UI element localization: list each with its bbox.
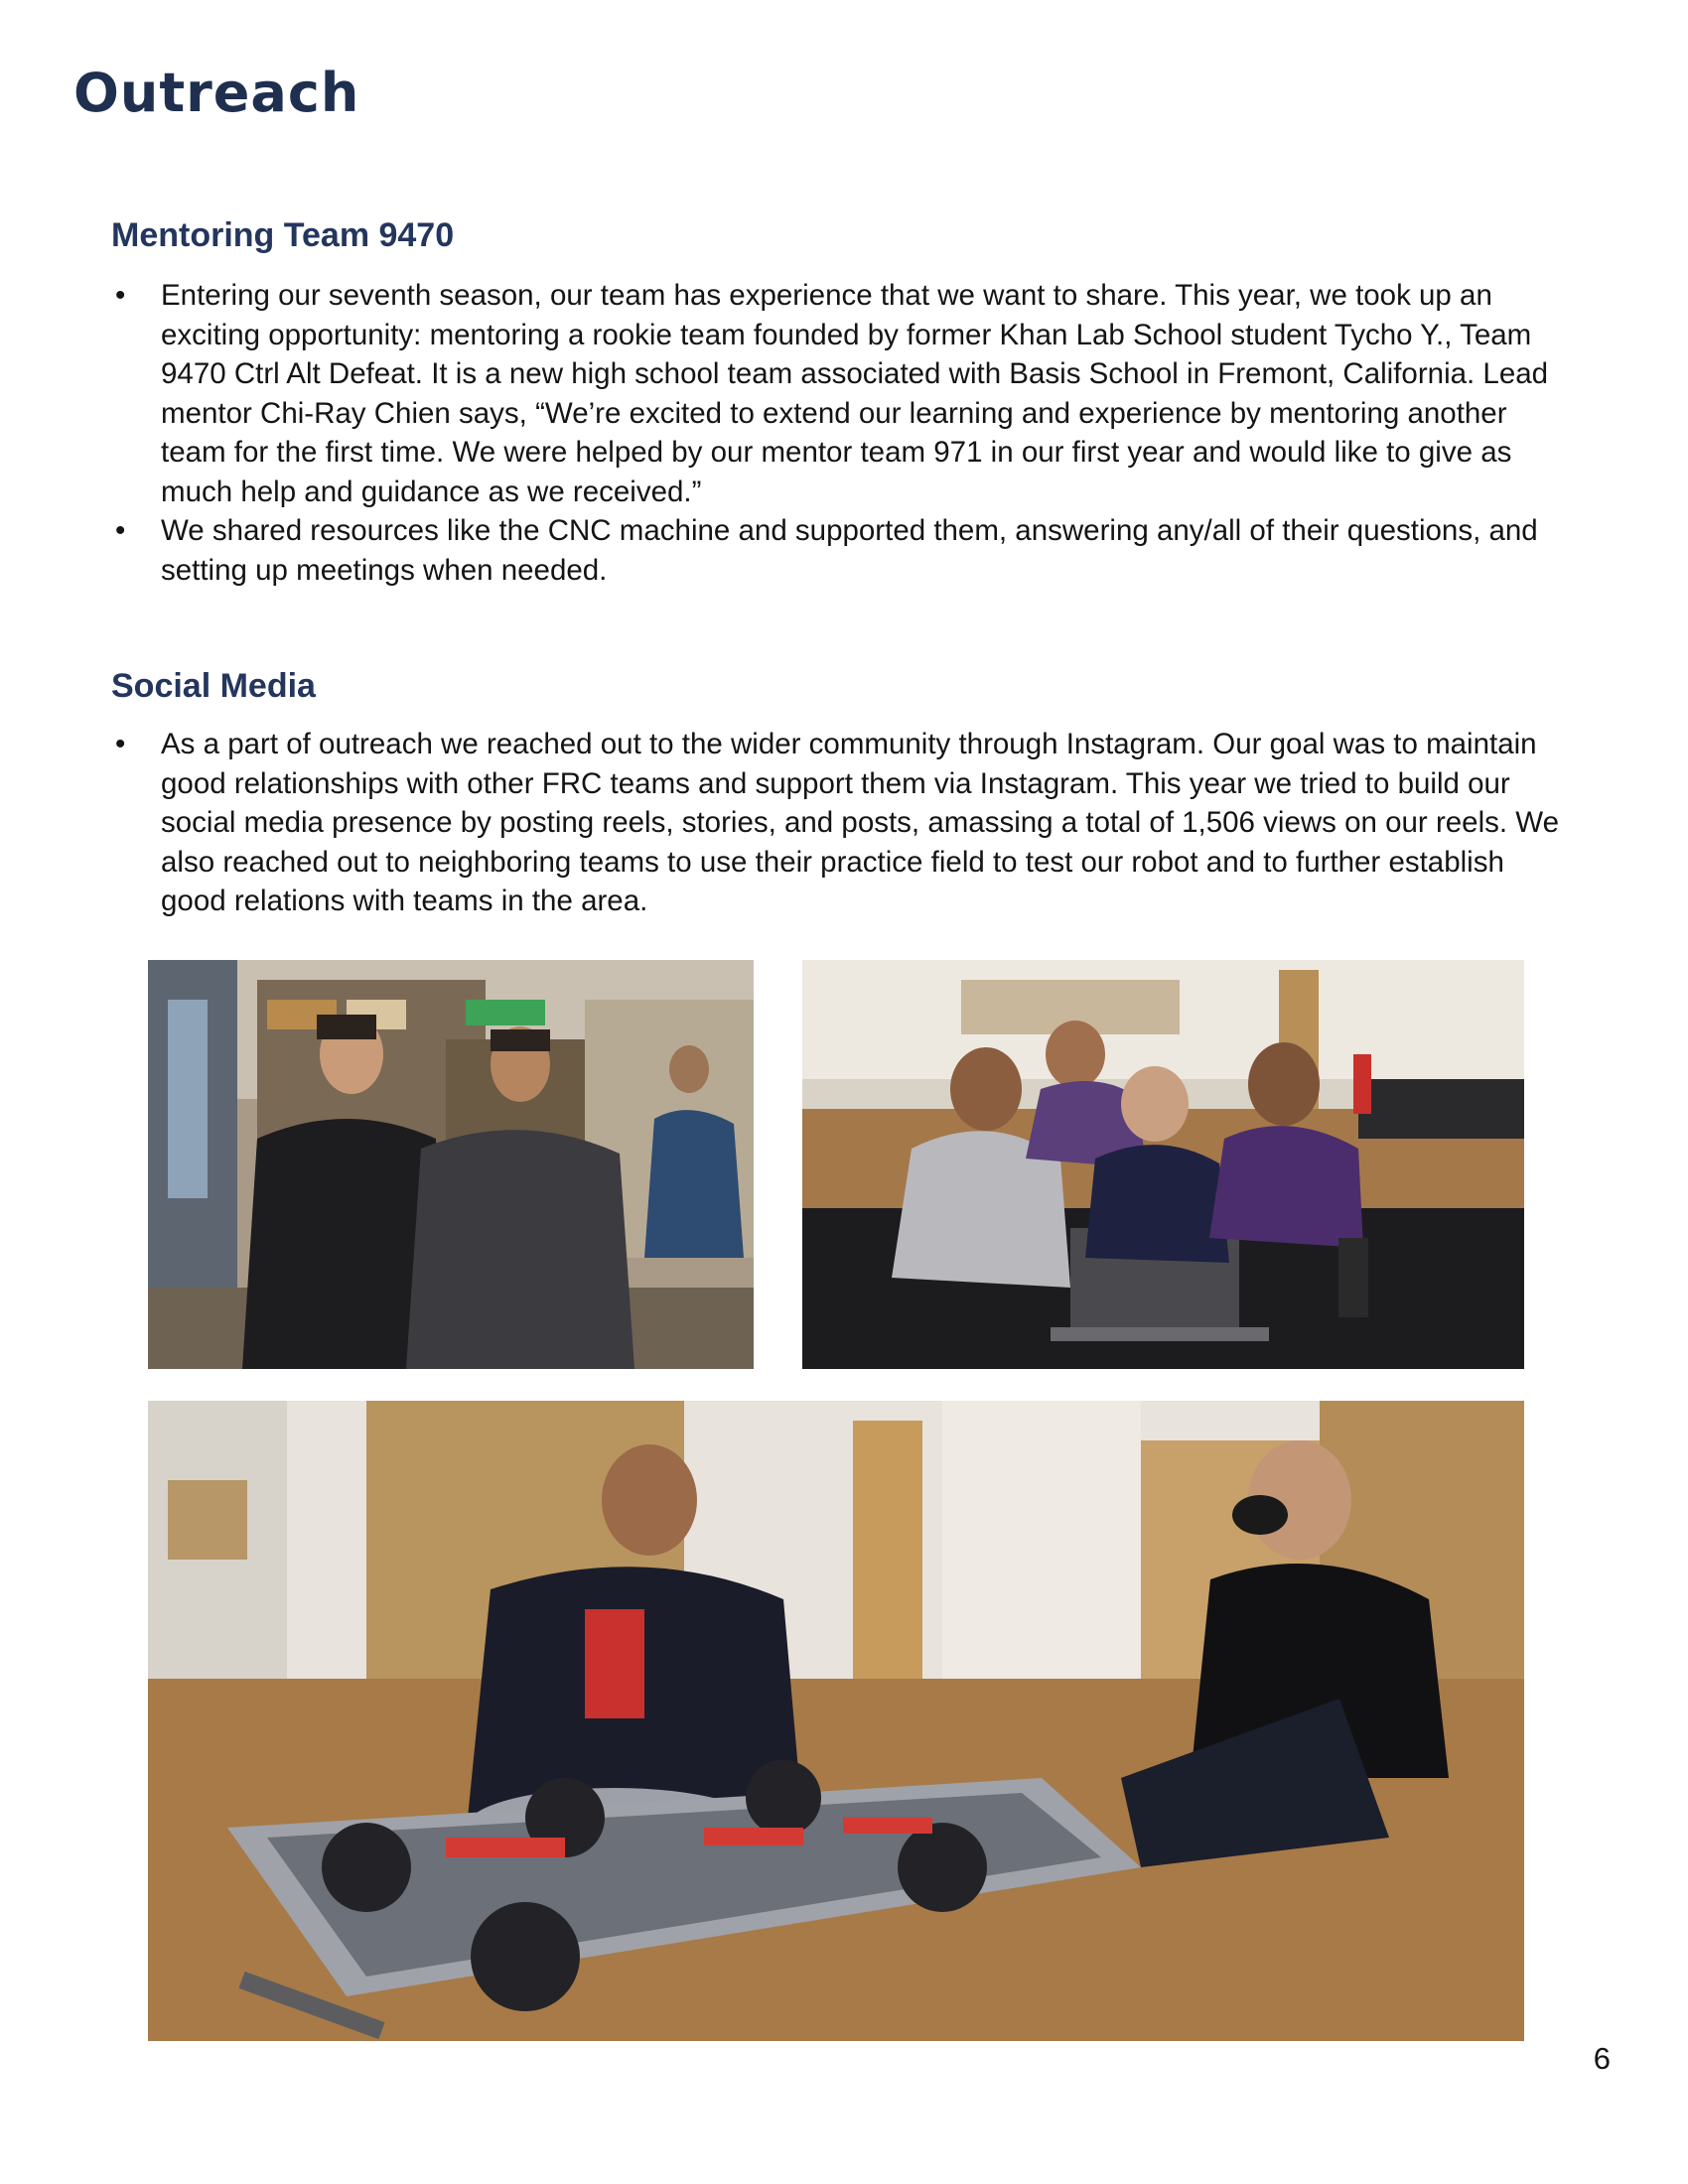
social-media-bullet-list <box>111 725 1571 921</box>
bullet-glyph: • <box>115 514 126 547</box>
bullet-text: We shared resources like the CNC machine and supported them, answering any/all of their questions, and setting up meetings when needed. <box>161 514 1538 587</box>
page-title: Outreach <box>73 62 360 124</box>
bullet-glyph: • <box>115 728 126 760</box>
bullet-text: As a part of outreach we reached out to the wider community through Instagram. Our goal was to maintain good relationships with other FRC teams and support them via Instagram. This year we tried to build our social media presence by posting reels, stories, and posts, amassing a total of 1,506 views on our reels. We also reached out to neighboring teams to use their practice field to test our robot and to further establish good relations with teams in the area. <box>161 728 1559 917</box>
photo-robot-drivetrain-assembly <box>148 1401 1524 2041</box>
section-heading-social-media: Social Media <box>111 667 316 705</box>
mentoring-bullet-list <box>111 276 1571 590</box>
page-number: 6 <box>1593 2041 1611 2076</box>
photo-mentors-in-workshop <box>148 960 754 1369</box>
bullet-glyph: • <box>115 279 126 312</box>
robot-assembly-illustration <box>148 1401 1524 2041</box>
list-item <box>111 511 1571 590</box>
bullet-text: Entering our seventh season, our team has experience that we want to share. This year, we took up an exciting opportunity: mentoring a rookie team founded by former Khan Lab School student Tycho Y., Team 9470 Ctrl Alt Defeat. It is a new high school team associated with Basis School in Fremont, California. Lead mentor Chi-Ray Chien says, “We’re excited to extend our learning and experience by mentoring another team for the first time. We were helped by our mentor team 971 in our first year and would like to give as much help and guidance as we received.” <box>161 279 1549 508</box>
photo-students-at-laptop <box>802 960 1524 1369</box>
list-item <box>111 276 1571 511</box>
list-item <box>111 725 1571 921</box>
section-heading-mentoring: Mentoring Team 9470 <box>111 216 455 254</box>
classroom-illustration <box>802 960 1524 1369</box>
workshop-illustration <box>148 960 754 1369</box>
